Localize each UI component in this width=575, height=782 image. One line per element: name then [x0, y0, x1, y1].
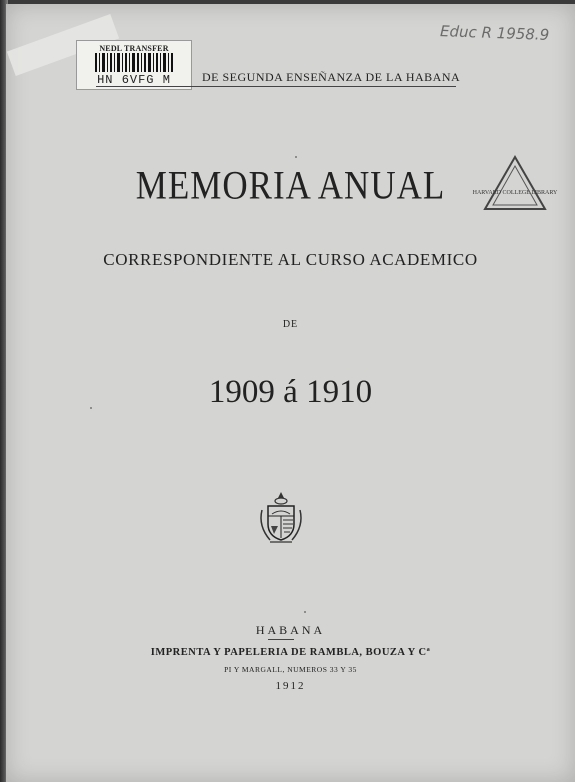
heading-rule [96, 86, 456, 87]
title-page [6, 4, 575, 782]
stamp-text: HARVARD COLLEGE LIBRARY [472, 190, 558, 196]
handwritten-call-number: Educ R 1958.9 [439, 22, 550, 44]
imprint-rule [268, 639, 294, 640]
document-title: MEMORIA ANUAL [135, 163, 446, 208]
publication-year: 1912 [275, 680, 306, 692]
connector-word: DE [282, 319, 299, 330]
imprint-address: PI Y MARGALL, NUMEROS 33 Y 35 [224, 665, 357, 674]
label-heading: NEDL TRANSFER [99, 44, 169, 53]
paper-speck [295, 156, 297, 158]
label-code: HN 6VFG M [97, 73, 171, 87]
library-transfer-label [76, 40, 192, 90]
document-subtitle: CORRESPONDIENTE AL CURSO ACADEMICO [103, 250, 478, 269]
paper-speck [90, 407, 92, 409]
paper-speck [304, 611, 306, 613]
barcode-icon [95, 53, 175, 72]
imprint-city: HABANA [255, 623, 326, 637]
coat-of-arms-icon [256, 490, 306, 548]
institution-heading: DE SEGUNDA ENSEÑANZA DE LA HABANA [202, 70, 461, 84]
imprint-printer: IMPRENTA Y PAPELERIA DE RAMBLA, BOUZA Y Cª [150, 647, 431, 658]
academic-years: 1909 á 1910 [208, 374, 373, 410]
